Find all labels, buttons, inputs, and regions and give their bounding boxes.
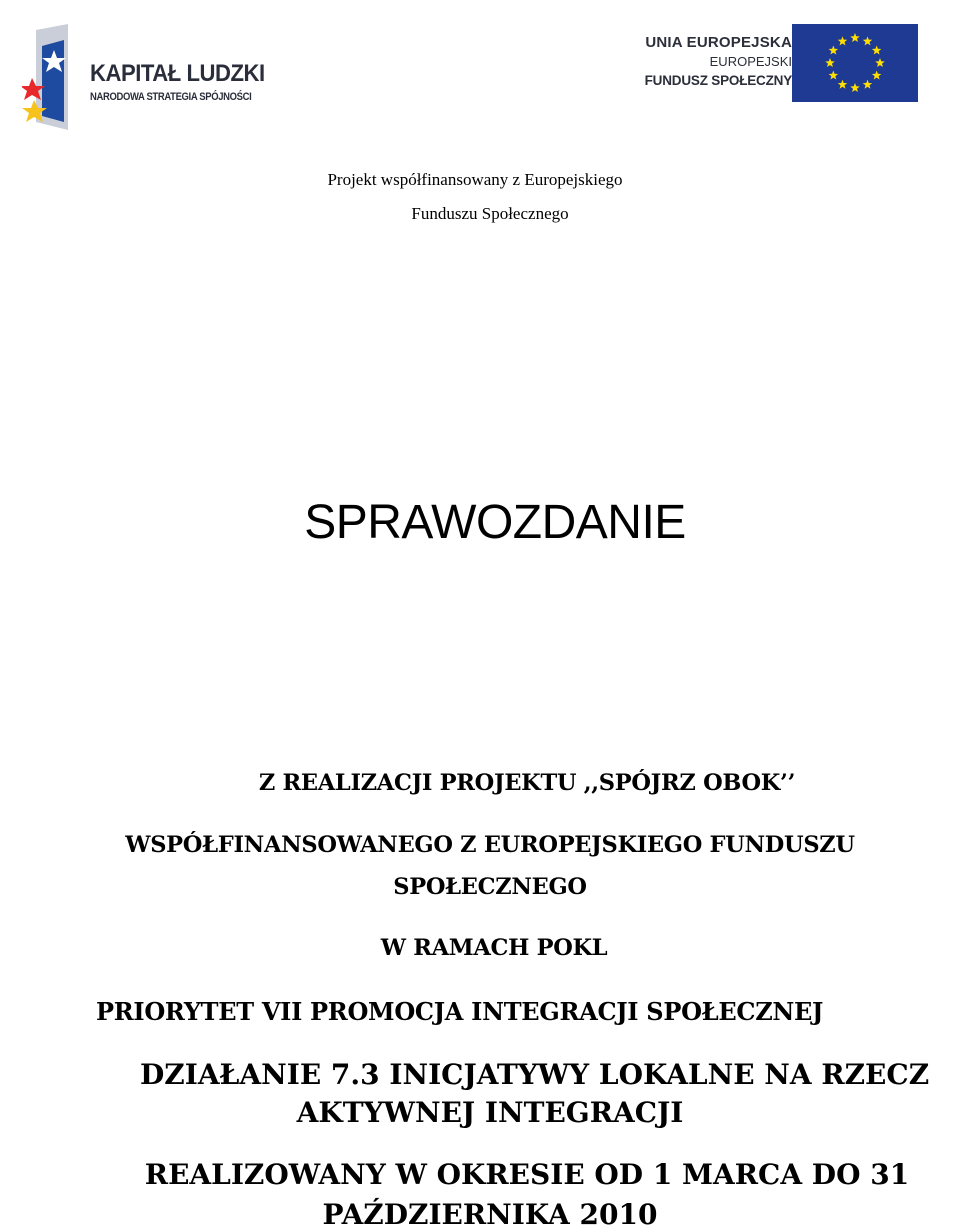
eu-logo	[600, 22, 922, 104]
intro-line2: Funduszu Społecznego	[411, 204, 569, 223]
period-line2: PAŹDZIERNIKA 2010	[322, 1198, 658, 1231]
eu-logo-line3: FUNDUSZ SPOŁECZNY	[644, 73, 792, 88]
program-line: W RAMACH POKL	[380, 935, 608, 961]
kapital-ludzki-name: KAPITAŁ LUDZKI	[90, 60, 265, 87]
cofinanced-line2: SPOŁECZNEGO	[393, 874, 587, 900]
project-line: Z REALIZACJI PROJEKTU ,,SPÓJRZ OBOK’’	[258, 770, 796, 796]
eu-flag-icon	[792, 24, 918, 102]
kapital-ludzki-logo	[22, 22, 282, 132]
eu-logo-line1: UNIA EUROPEJSKA	[645, 34, 792, 51]
measure-line1: DZIAŁANIE 7.3 INICJATYWY LOKALNE NA RZECZ	[140, 1058, 930, 1091]
period-line1: REALIZOWANY W OKRESIE OD 1 MARCA DO 31	[144, 1158, 910, 1191]
priority-line: PRIORYTET VII PROMOCJA INTEGRACJI SPOŁECZNEJ	[96, 997, 824, 1026]
intro-line1: Projekt współfinansowany z Europejskiego	[327, 170, 623, 189]
measure-line2: AKTYWNEJ INTEGRACJI	[296, 1096, 684, 1129]
eu-logo-line2: EUROPEJSKI	[709, 54, 792, 69]
kapital-ludzki-subtitle: NARODOWA STRATEGIA SPÓJNOŚCI	[90, 91, 252, 103]
kapital-ludzki-emblem-icon	[22, 22, 92, 132]
cofinanced-line1: WSPÓŁFINANSOWANEGO Z EUROPEJSKIEGO FUNDUSZU	[125, 832, 855, 858]
document-title: SPRAWOZDANIE	[304, 496, 686, 549]
